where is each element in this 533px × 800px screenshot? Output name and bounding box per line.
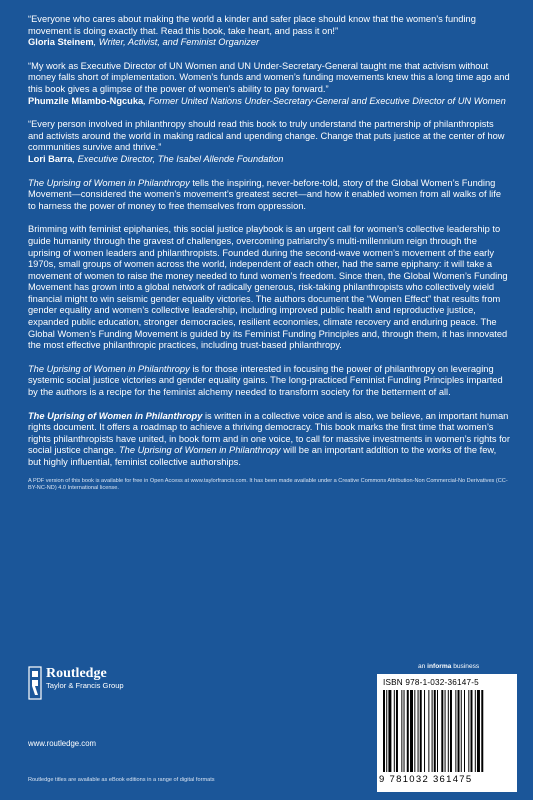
back-cover-text (28, 14, 510, 492)
book-title: The Uprising of Women in Philanthropy (28, 363, 190, 374)
quote-text: “My work as Executive Director of UN Women and UN Under-Secretary-General taught me that activism without money falls short of implementation. Women’s funds and women’s funding movements knew this a long time ago and this book gives a glimpse of the power of women’s ability to pay forward.” (28, 60, 510, 94)
quote-author-role: , Executive Director, The Isabel Allende Foundation (72, 153, 284, 164)
description-paragraph (28, 178, 510, 213)
quote-text: “Every person involved in philanthropy should read this book to truly understand the partnership of philanthropists and activists around the world in making radical and upending change. Change that puts justice at the center of how communities survive and thrive.” (28, 119, 505, 153)
book-title: The Uprising of Women in Philanthropy (28, 177, 190, 188)
paragraph-text: tells the inspiring, never-before-told, story of the Global Women’s Funding Movement—considered the women’s movement’s greatest secret—and how it enabled women from all walks of life to harness the power of money to free themselves from oppression. (28, 177, 501, 211)
routledge-mark-icon (28, 666, 42, 700)
ebook-note: Routledge titles are available as eBook editions in a range of digital formats (28, 777, 215, 783)
description-paragraph (28, 411, 510, 469)
quote-attribution (28, 96, 510, 108)
paragraph-text: will be an important addition to the works of the few, but highly influential, feminist collective authorships. (28, 445, 497, 467)
quote-author: Lori Barra (28, 153, 73, 164)
description-paragraph (28, 364, 510, 399)
publisher-subtitle: Taylor & Francis Group (46, 681, 124, 690)
endorsement-quote (28, 61, 510, 107)
quote-attribution (28, 154, 510, 166)
barcode-icon (383, 690, 511, 772)
quote-author: Gloria Steinem (28, 37, 94, 48)
quote-author: Phumzile Mlambo-Ngcuka (28, 95, 144, 106)
endorsement-quote (28, 119, 510, 165)
quote-text: “Everyone who cares about making the world a kinder and safer place should know that the women’s funding movement is doing exactly that. Read this book, take heart, and pass it on!” (28, 14, 476, 36)
publisher-name: Routledge (46, 666, 107, 681)
paragraph-text: is for those interested in focusing the power of philanthropy on leveraging systemic social justice victories and gender equality gains. The long-practiced Feminist Funding Principles imparted by the authors is a recipe for the feminist alchemy needed to transform society for the betterment of all. (28, 363, 503, 398)
quote-attribution (28, 37, 510, 49)
paragraph-text: is written in a collective voice and is also, we believe, an important human rights document. It offers a roadmap to achieve a thriving democracy. This book marks the first time that women’s rights philanthropists have united, in book form and in one voice, to call for massive investments in women’s rights for social justice change. (28, 410, 510, 456)
book-title: The Uprising of Women in Philanthropy (28, 410, 203, 421)
isbn-text: ISBN 978-1-032-36147-5 (383, 678, 479, 687)
quote-author-role: , Writer, Activist, and Feminist Organizer (93, 37, 260, 48)
informa-brand: informa (427, 663, 452, 670)
barcode-panel (377, 674, 517, 792)
publisher-url[interactable]: www.routledge.com (28, 739, 97, 748)
publisher-logo (28, 666, 124, 700)
endorsement-quote (28, 14, 510, 49)
informa-label: an informa business (418, 663, 480, 670)
cover-footer (28, 660, 508, 790)
open-access-note: A PDF version of this book is available for free in Open Access at www.taylorfrancis.com. It has been made available under a Creative Commons Attribution-Non Commercial-No Derivatives (CC-BY-NC-ND) 4.0 International license. (28, 477, 508, 491)
quote-author-role: , Former United Nations Under-Secretary-General and Executive Director of UN Women (143, 95, 506, 106)
book-title: The Uprising of Women in Philanthropy (118, 445, 281, 456)
description-paragraph: Brimming with feminist epiphanies, this social justice playbook is an urgent call for women’s collective leadership to guide humanity through the gravest of challenges, overcoming patriarchy’s multi-millennium reign through the uprising of women leaders and philanthropists. Founded during the second-wave women’s movement of the early 1970s, small groups of women across the world, independent of each other, had the same epiphany: it will take a movement of women to raise the money needed to fund women’s freedom. Since then, the Global Women’s Funding Movement has grown into a global network of radically generous, risk-taking philanthropists who collectively wield financial might to win seismic gender equality victories. The authors document the “Women Effect” that results from gender equality and women’s collective leadership, including improved public health and reproductive justice, expanded public education, stronger democracies, resilient economies, climate recovery and enduring peace. The Global Women’s Funding Movement is guided by its Feminist Funding Principles and, through them, it has innovated the most effective philanthropic practices, including trust-based philanthropy. (28, 224, 508, 351)
barcode-digits: 9 781032 361475 (379, 774, 473, 785)
